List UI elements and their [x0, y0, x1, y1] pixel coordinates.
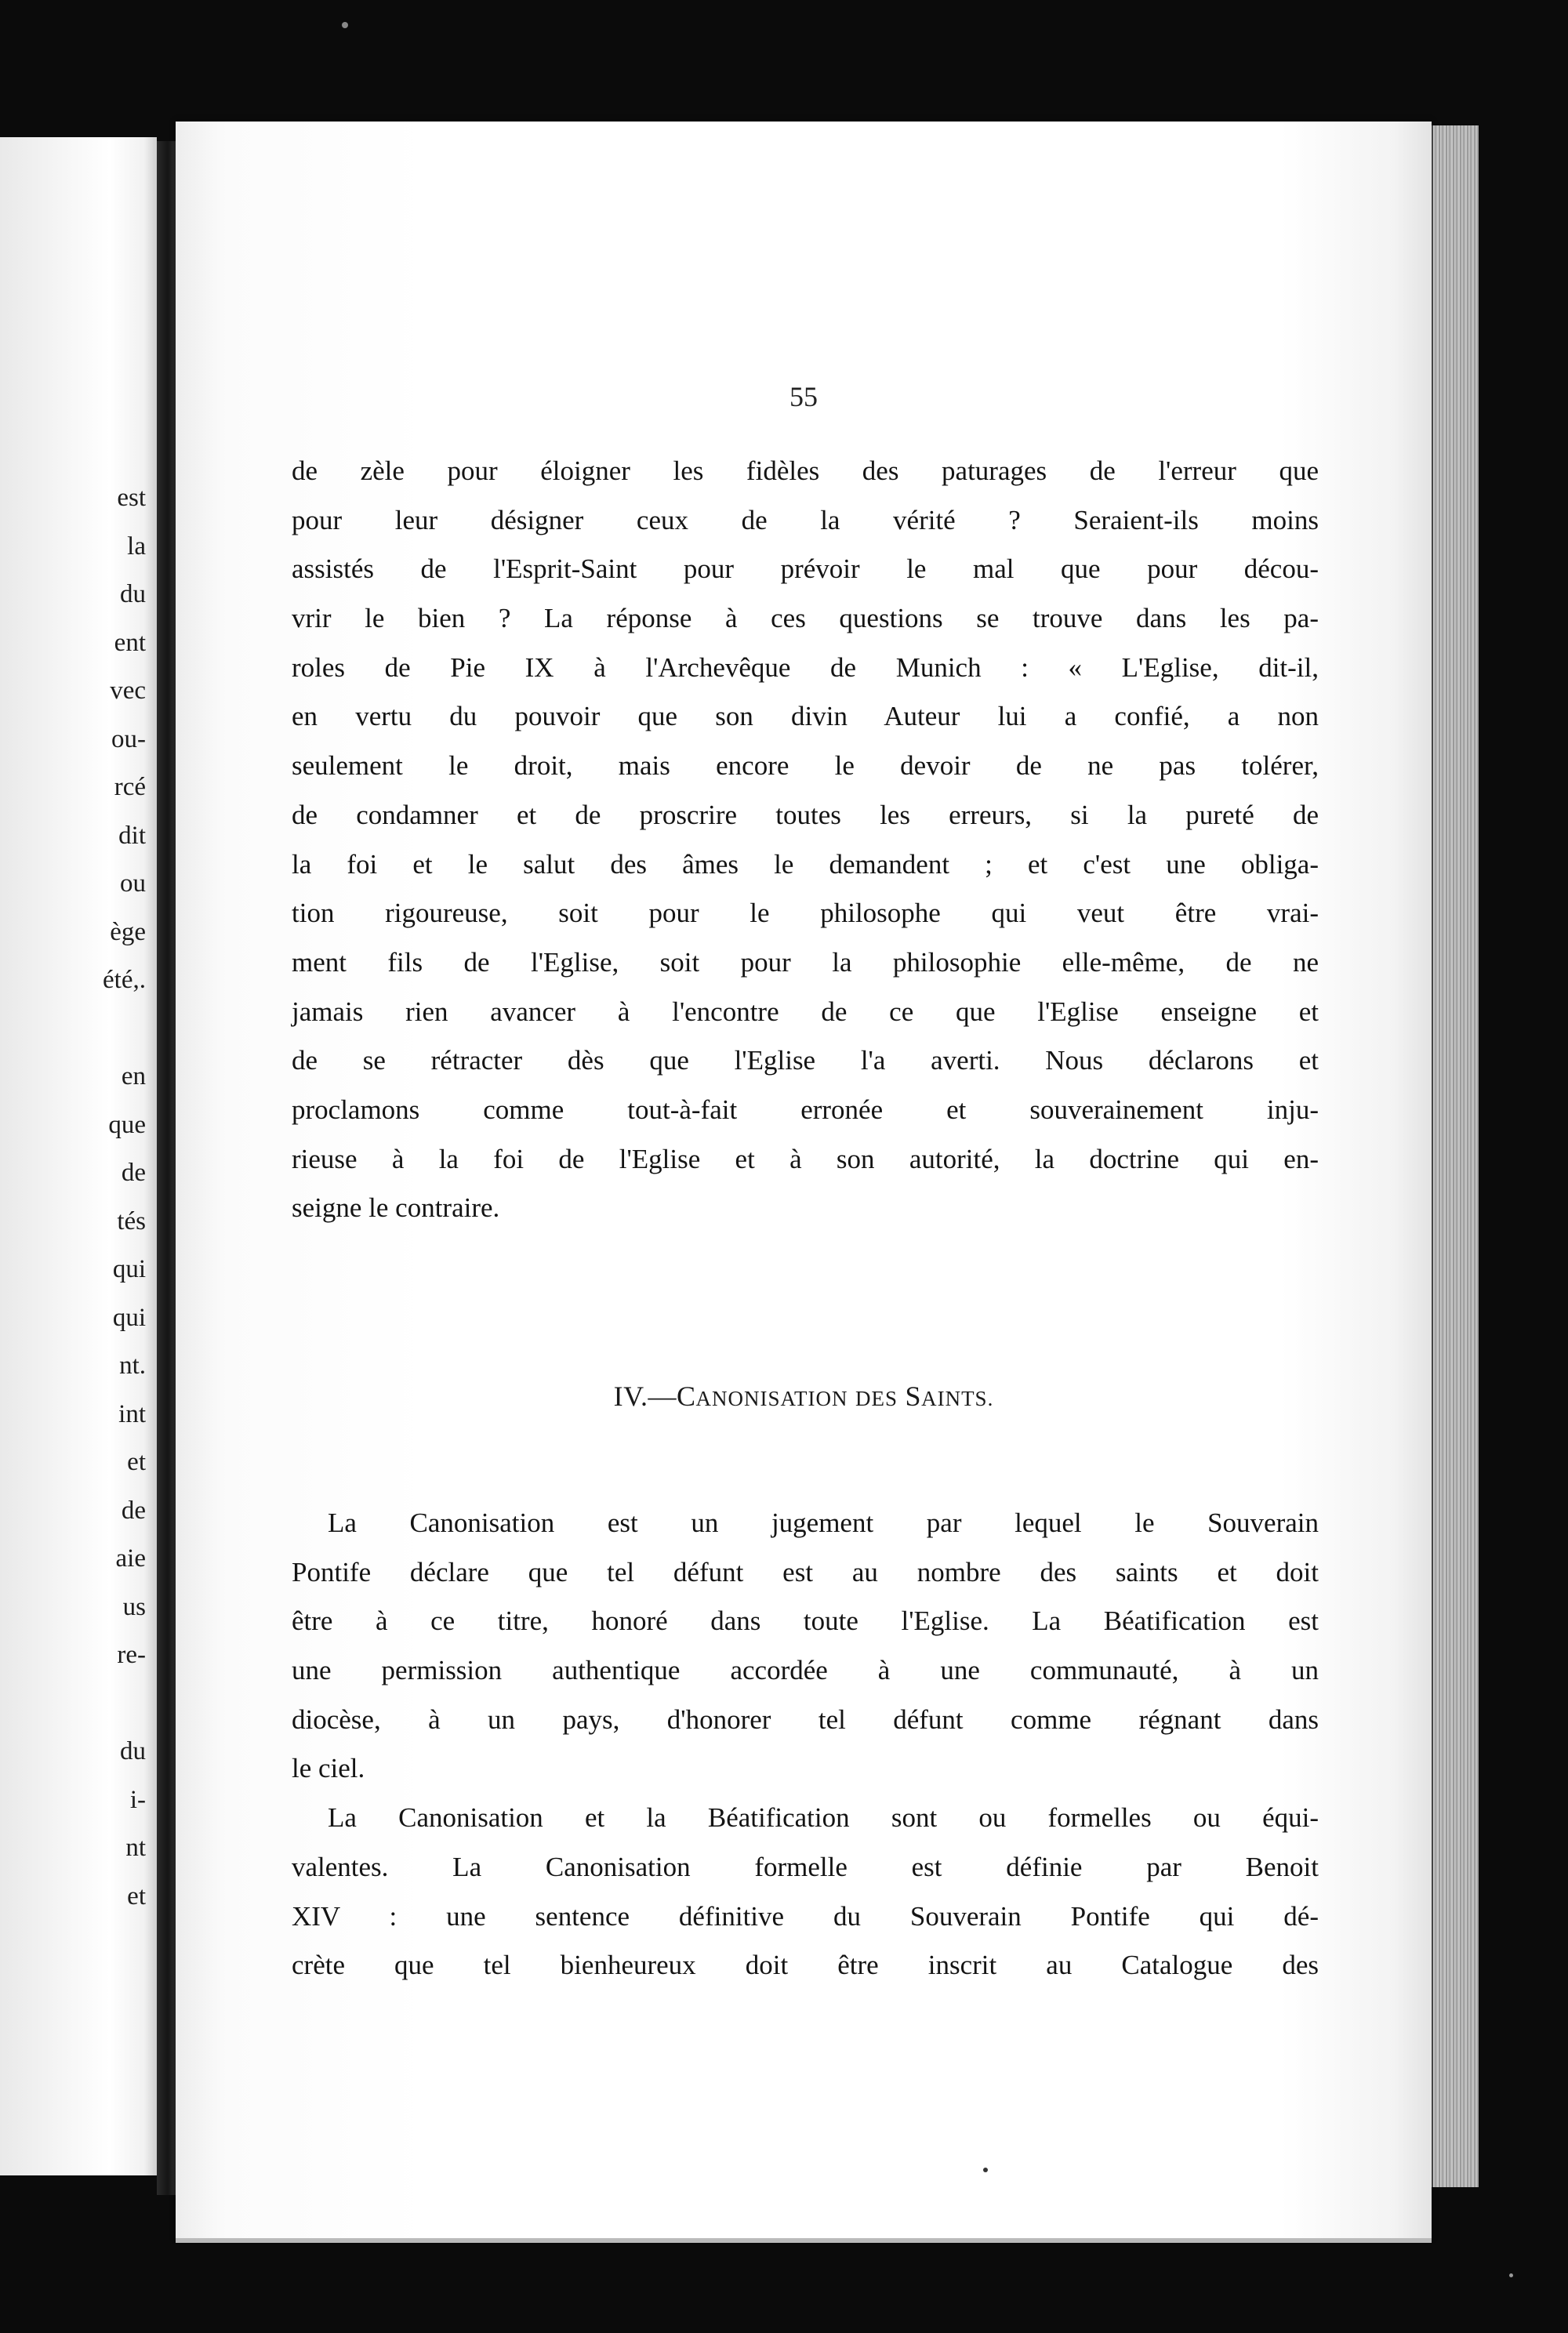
text-line: assistés de l'Esprit-Saint pour prévoir le mal que pour décou-	[292, 553, 1319, 585]
text-line: seigne le contraire.	[292, 1192, 500, 1224]
left-fragment-line: du	[120, 580, 146, 608]
scan-speck	[983, 2168, 988, 2172]
left-fragment-line: re-	[117, 1641, 146, 1669]
left-fragment-line: int	[118, 1399, 146, 1428]
scan-speck	[342, 22, 348, 28]
text-line: être à ce titre, honoré dans toute l'Eglise. La Béatification est	[292, 1606, 1319, 1637]
text-line: proclamons comme tout-à-fait erronée et souverainement inju-	[292, 1094, 1319, 1125]
page-edges-stack	[1432, 125, 1479, 2187]
left-fragment-line: du	[120, 1737, 146, 1765]
heading-numeral: IV.—	[613, 1381, 677, 1412]
heading-word3-rest: AINTS.	[921, 1387, 994, 1410]
left-fragment-line: tés	[117, 1206, 146, 1235]
heading-word3-cap: S	[905, 1381, 922, 1412]
text-line: XIV : une sentence définitive du Souverain Pontife qui dé-	[292, 1900, 1319, 1932]
left-fragment-line: dit	[118, 821, 146, 850]
left-fragment-line: vec	[110, 677, 146, 705]
left-page-text-fragments	[103, 474, 146, 1921]
paragraph-1	[292, 447, 1319, 1233]
text-line: crète que tel bienheureux doit être inscrit au Catalogue des	[292, 1950, 1319, 1981]
text-line: La Canonisation et la Béatification sont ou formelles ou équi-	[328, 1802, 1319, 1834]
text-line: une permission authentique accordée à une communauté, à un	[292, 1655, 1319, 1686]
text-line: valentes. La Canonisation formelle est définie par Benoit	[292, 1851, 1319, 1882]
text-line: tion rigoureuse, soit pour le philosophe qui veut être vrai-	[292, 898, 1319, 929]
text-line: roles de Pie IX à l'Archevêque de Munich : « L'Eglise, dit-il,	[292, 651, 1319, 683]
left-fragment-line: et	[127, 1448, 146, 1476]
scan-speck	[1509, 2273, 1513, 2277]
left-fragment-line: en	[121, 1062, 146, 1090]
left-fragment-line: us	[122, 1592, 146, 1621]
text-line: de se rétracter dès que l'Eglise l'a averti. Nous déclarons et	[292, 1045, 1319, 1076]
left-fragment-line: rcé	[114, 773, 146, 801]
left-fragment-line: ent	[114, 628, 146, 657]
left-fragment-line: i-	[129, 1785, 146, 1814]
left-fragment-line: de	[121, 1496, 146, 1525]
text-line: la foi et le salut des âmes le demandent ; et c'est une obliga-	[292, 848, 1319, 880]
main-page	[176, 122, 1432, 2238]
left-fragment-line	[103, 1005, 146, 1054]
left-fragment-line: nt	[125, 1834, 146, 1862]
left-fragment-line: ège	[110, 917, 146, 946]
text-line: le ciel.	[292, 1753, 365, 1784]
text-line: La Canonisation est un jugement par lequel le Souverain	[328, 1508, 1319, 1538]
left-fragment-line: est	[117, 484, 146, 512]
left-fragment-line: qui	[112, 1303, 146, 1332]
text-line: rieuse à la foi de l'Eglise et à son autorité, la doctrine qui en-	[292, 1143, 1319, 1174]
left-fragment-line: et	[127, 1881, 146, 1910]
text-line: ment fils de l'Eglise, soit pour la philosophie elle-même, de ne	[292, 946, 1319, 978]
text-line: vrir le bien ? La réponse à ces questions se trouve dans les pa-	[292, 603, 1319, 634]
text-line: pour leur désigner ceux de la vérité ? Seraient-ils moins	[292, 504, 1319, 535]
text-line: en vertu du pouvoir que son divin Auteur lui a confié, a non	[292, 701, 1319, 732]
text-line: jamais rien avancer à l'encontre de ce que l'Eglise enseigne et	[292, 996, 1319, 1027]
section-heading	[176, 1380, 1432, 1413]
left-fragment-line: de	[121, 1159, 146, 1187]
left-fragment-line	[103, 1680, 146, 1729]
left-fragment-line: qui	[112, 1255, 146, 1283]
text-line: de zèle pour éloigner les fidèles des paturages de l'erreur que	[292, 455, 1319, 486]
heading-word1-rest: ANONISATION	[695, 1387, 848, 1410]
left-fragment-line: ou	[120, 869, 146, 898]
left-page	[0, 137, 157, 2175]
text-line: diocèse, à un pays, d'honorer tel défunt comme régnant dans	[292, 1703, 1319, 1735]
text-line: Pontife déclare que tel défunt est au nombre des saints et doit	[292, 1556, 1319, 1587]
text-line: seulement le droit, mais encore le devoir de ne pas tolérer,	[292, 750, 1319, 782]
left-fragment-line: aie	[115, 1544, 146, 1573]
heading-word1-cap: C	[677, 1381, 696, 1412]
left-fragment-line: ou-	[111, 724, 146, 753]
left-fragment-line: que	[108, 1110, 146, 1139]
paragraph-2-and-3	[292, 1499, 1319, 1990]
heading-word2: DES	[855, 1387, 898, 1410]
left-fragment-line: la	[127, 532, 146, 561]
left-fragment-line: été,.	[103, 966, 146, 994]
page-bottom-edge	[176, 2238, 1432, 2243]
text-line: de condamner et de proscrire toutes les erreurs, si la pureté de	[292, 799, 1319, 830]
left-fragment-line: nt.	[119, 1352, 146, 1380]
page-number: 55	[789, 381, 818, 412]
